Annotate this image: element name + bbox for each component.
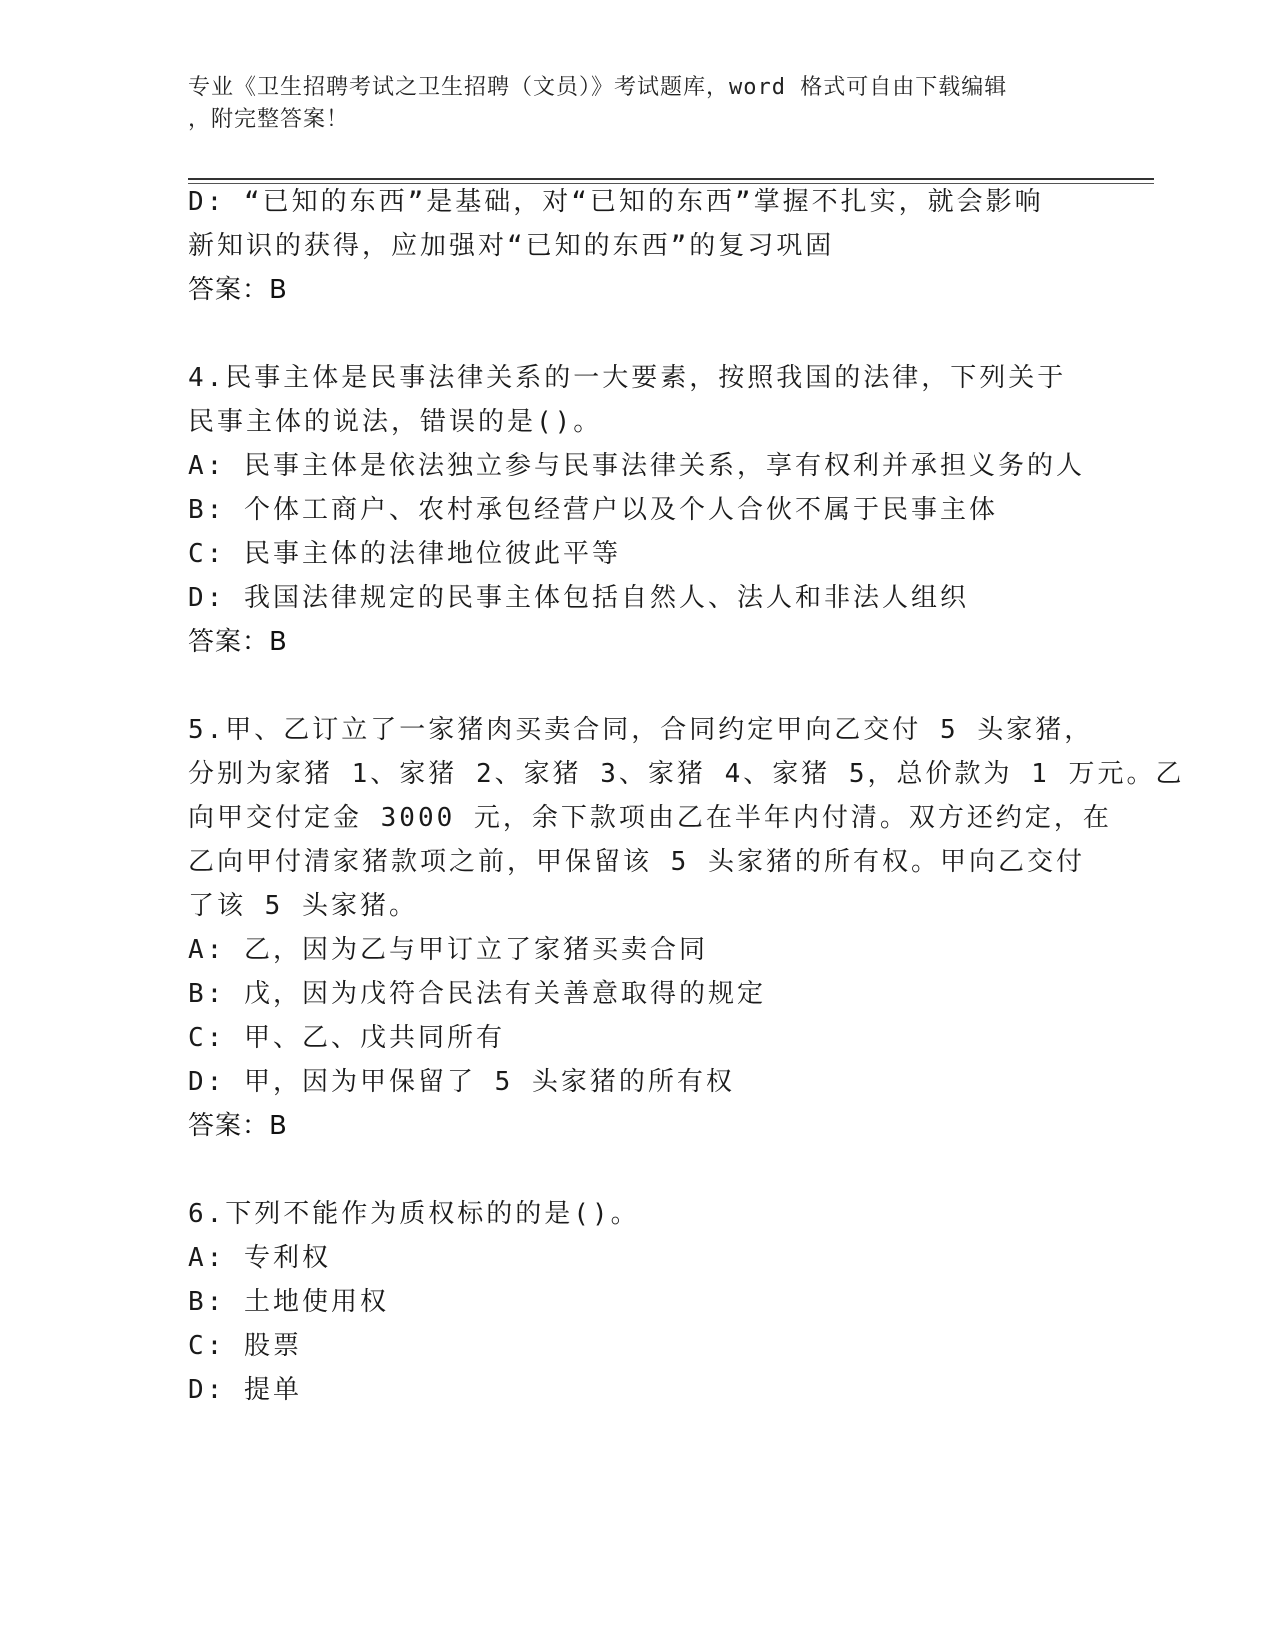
q6-option-b: B: 土地使用权	[188, 1287, 389, 1317]
prev-option-d-line2: 新知识的获得，应加强对“已知的东西”的复习巩固	[188, 231, 835, 261]
q5-option-b: B: 戊，因为戊符合民法有关善意取得的规定	[188, 979, 766, 1009]
q5-stem-line4: 乙向甲付清家猪款项之前，甲保留该 5 头家猪的所有权。甲向乙交付	[188, 847, 1085, 877]
prev-answer: 答案：B	[188, 275, 288, 305]
q6-option-d: D: 提单	[188, 1375, 302, 1405]
q5-answer: 答案：B	[188, 1111, 288, 1141]
q4-option-a: A: 民事主体是依法独立参与民事法律关系，享有权利并承担义务的人	[188, 451, 1085, 481]
q4-stem-line1: 4.民事主体是民事法律关系的一大要素，按照我国的法律，下列关于	[188, 363, 1067, 393]
q4-stem-line2: 民事主体的说法，错误的是()。	[188, 407, 603, 437]
q4-option-c: C: 民事主体的法律地位彼此平等	[188, 539, 621, 569]
q5-option-a: A: 乙，因为乙与甲订立了家猪买卖合同	[188, 935, 708, 965]
q4-option-b: B: 个体工商户、农村承包经营户以及个人合伙不属于民事主体	[188, 495, 998, 525]
q6-stem-line1: 6.下列不能作为质权标的的是()。	[188, 1199, 640, 1229]
q6-option-a: A: 专利权	[188, 1243, 331, 1273]
prev-option-d-line1: D: “已知的东西”是基础，对“已知的东西”掌握不扎实，就会影响	[188, 187, 1044, 217]
q5-option-c: C: 甲、乙、戊共同所有	[188, 1023, 505, 1053]
document-header: 专业《卫生招聘考试之卫生招聘（文员）》考试题库，word 格式可自由下载编辑 ，附完整答案！	[188, 75, 1008, 132]
header-divider-thick	[188, 178, 1154, 180]
q4-answer: 答案：B	[188, 627, 288, 657]
q6-option-c: C: 股票	[188, 1331, 302, 1361]
q5-stem-line5: 了该 5 头家猪。	[188, 891, 418, 921]
q5-stem-line3: 向甲交付定金 3000 元，余下款项由乙在半年内付清。双方还约定，在	[188, 803, 1112, 833]
q5-stem-line1: 5.甲、乙订立了一家猪肉买卖合同，合同约定甲向乙交付 5 头家猪，	[188, 715, 1094, 745]
q5-stem-line2: 分别为家猪 1、家猪 2、家猪 3、家猪 4、家猪 5，总价款为 1 万元。乙	[188, 759, 1185, 789]
q5-option-d: D: 甲，因为甲保留了 5 头家猪的所有权	[188, 1067, 735, 1097]
q4-option-d: D: 我国法律规定的民事主体包括自然人、法人和非法人组织	[188, 583, 969, 613]
